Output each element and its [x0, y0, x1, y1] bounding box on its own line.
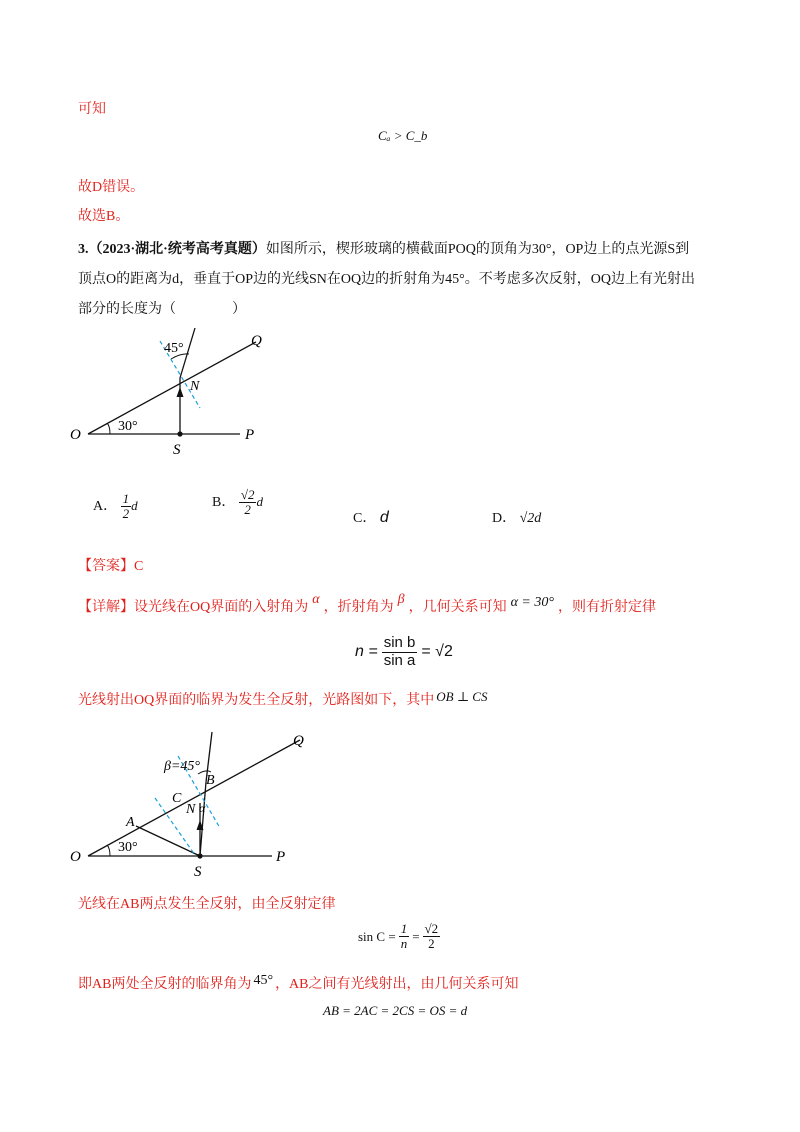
- option-a[interactable]: [93, 492, 138, 522]
- option-d[interactable]: [492, 507, 541, 527]
- symbol-alpha: α: [312, 592, 320, 607]
- eq-n-den: sin a: [383, 651, 416, 669]
- ray-sa: [136, 826, 200, 856]
- option-b-var: d: [256, 494, 263, 510]
- detail-line2: [78, 690, 487, 711]
- eq-sinc-left: sin C =: [358, 928, 396, 944]
- option-b[interactable]: [212, 488, 263, 518]
- label-30: 30°: [118, 840, 138, 855]
- label-q: Q: [293, 733, 304, 749]
- detail-line3: 光线在AB两点发生全反射，由全反射定律: [78, 897, 336, 912]
- eq-sinc-den: n: [400, 936, 408, 952]
- eq-n-right: = √2: [421, 643, 453, 660]
- equation-c-compare: Cₐ > C_b: [378, 128, 428, 143]
- edge-oq: [88, 740, 300, 856]
- label-n: N: [186, 802, 196, 817]
- option-c-letter: C．: [353, 511, 377, 526]
- text-d-wrong: 故D错误。: [78, 180, 145, 195]
- detail-line1-c: ，几何关系可知: [408, 600, 507, 615]
- option-a-num: 1: [122, 491, 130, 506]
- equation-final: AB = 2AC = 2CS = OS = d: [323, 1003, 468, 1018]
- eq-sinc-den2: 2: [428, 936, 435, 952]
- detail-line1-b: ，折射角为: [323, 600, 394, 615]
- label-s: S: [194, 864, 202, 880]
- eq-n-left: n =: [355, 643, 378, 660]
- question-source: （2023·湖北·统考高考真题）: [88, 242, 266, 257]
- label-s: S: [173, 442, 181, 458]
- question-stem-1: 如图所示，楔形玻璃的横截面POQ的顶角为30°，OP边上的点光源S到: [265, 242, 690, 257]
- equation-refraction: [355, 635, 453, 669]
- question-number: 3.: [78, 242, 89, 257]
- arrow-head: [177, 387, 184, 397]
- answer-label: 【答案】C: [78, 559, 144, 574]
- option-b-letter: B．: [212, 495, 236, 511]
- label-n: N: [190, 379, 200, 394]
- angle-arc-30: [107, 845, 110, 856]
- detail-line1-a: 【详解】设光线在OQ界面的入射角为: [78, 600, 309, 615]
- equation-perp: OB ⊥ CS: [436, 689, 488, 704]
- eq-n-num: sin b: [383, 634, 416, 651]
- label-a: A: [126, 815, 135, 830]
- option-d-value: √2d: [519, 511, 542, 526]
- detail-line2-text: 光线射出OQ界面的临界为发生全反射，光路图如下，其中: [78, 693, 435, 708]
- label-o: O: [70, 849, 81, 865]
- label-alpha: α: [199, 801, 206, 815]
- detail-line4: [78, 975, 519, 995]
- detail-line4-b: ，AB之间有光线射出，由几何关系可知: [275, 977, 519, 992]
- point-s: [177, 431, 182, 436]
- option-d-letter: D．: [492, 511, 517, 526]
- eq-sinc-mid: =: [412, 928, 420, 944]
- label-o: O: [70, 427, 81, 443]
- figure-wedge-2: [60, 730, 320, 880]
- label-beta-45: β=45°: [164, 759, 201, 774]
- detail-line1-d: ，则有折射定律: [557, 600, 656, 615]
- option-b-den: 2: [244, 502, 251, 518]
- label-30: 30°: [118, 419, 138, 434]
- option-a-letter: A．: [93, 499, 118, 515]
- option-c-value: d: [379, 509, 389, 526]
- label-p: P: [245, 427, 255, 443]
- question-stem-3: 部分的长度为（ ）: [78, 302, 246, 317]
- question-stem-2: 顶点O的距离为d，垂直于OP边的光线SN在OQ边的折射角为45°。不考虑多次反射，OQ边上有光射出: [78, 272, 695, 287]
- label-45: 45°: [164, 341, 184, 356]
- option-b-num: √2: [240, 487, 255, 502]
- eq-sinc-num2: √2: [424, 921, 439, 936]
- figure-wedge-1: [60, 325, 290, 460]
- point-s: [197, 853, 202, 858]
- detail-line4-a: 即AB两处全反射的临界角为: [78, 977, 252, 992]
- eq-sinc-num: 1: [400, 921, 408, 936]
- option-a-var: d: [131, 498, 138, 514]
- label-p: P: [276, 849, 286, 865]
- symbol-beta: β: [397, 592, 405, 607]
- option-a-den: 2: [122, 506, 130, 522]
- option-c[interactable]: [353, 507, 389, 527]
- angle-arc-30: [107, 423, 110, 434]
- text-ke-zhi: 可知: [78, 102, 106, 117]
- equation-alpha-30: α = 30°: [510, 595, 554, 610]
- label-b: B: [206, 773, 215, 788]
- question-3-line1: [78, 240, 689, 260]
- degree-45: 45°: [253, 973, 274, 988]
- equation-total-reflection: [358, 922, 440, 952]
- label-c: C: [172, 791, 182, 806]
- text-choose-b: 故选B。: [78, 209, 130, 224]
- label-q: Q: [251, 333, 262, 349]
- detail-line1: [78, 592, 656, 618]
